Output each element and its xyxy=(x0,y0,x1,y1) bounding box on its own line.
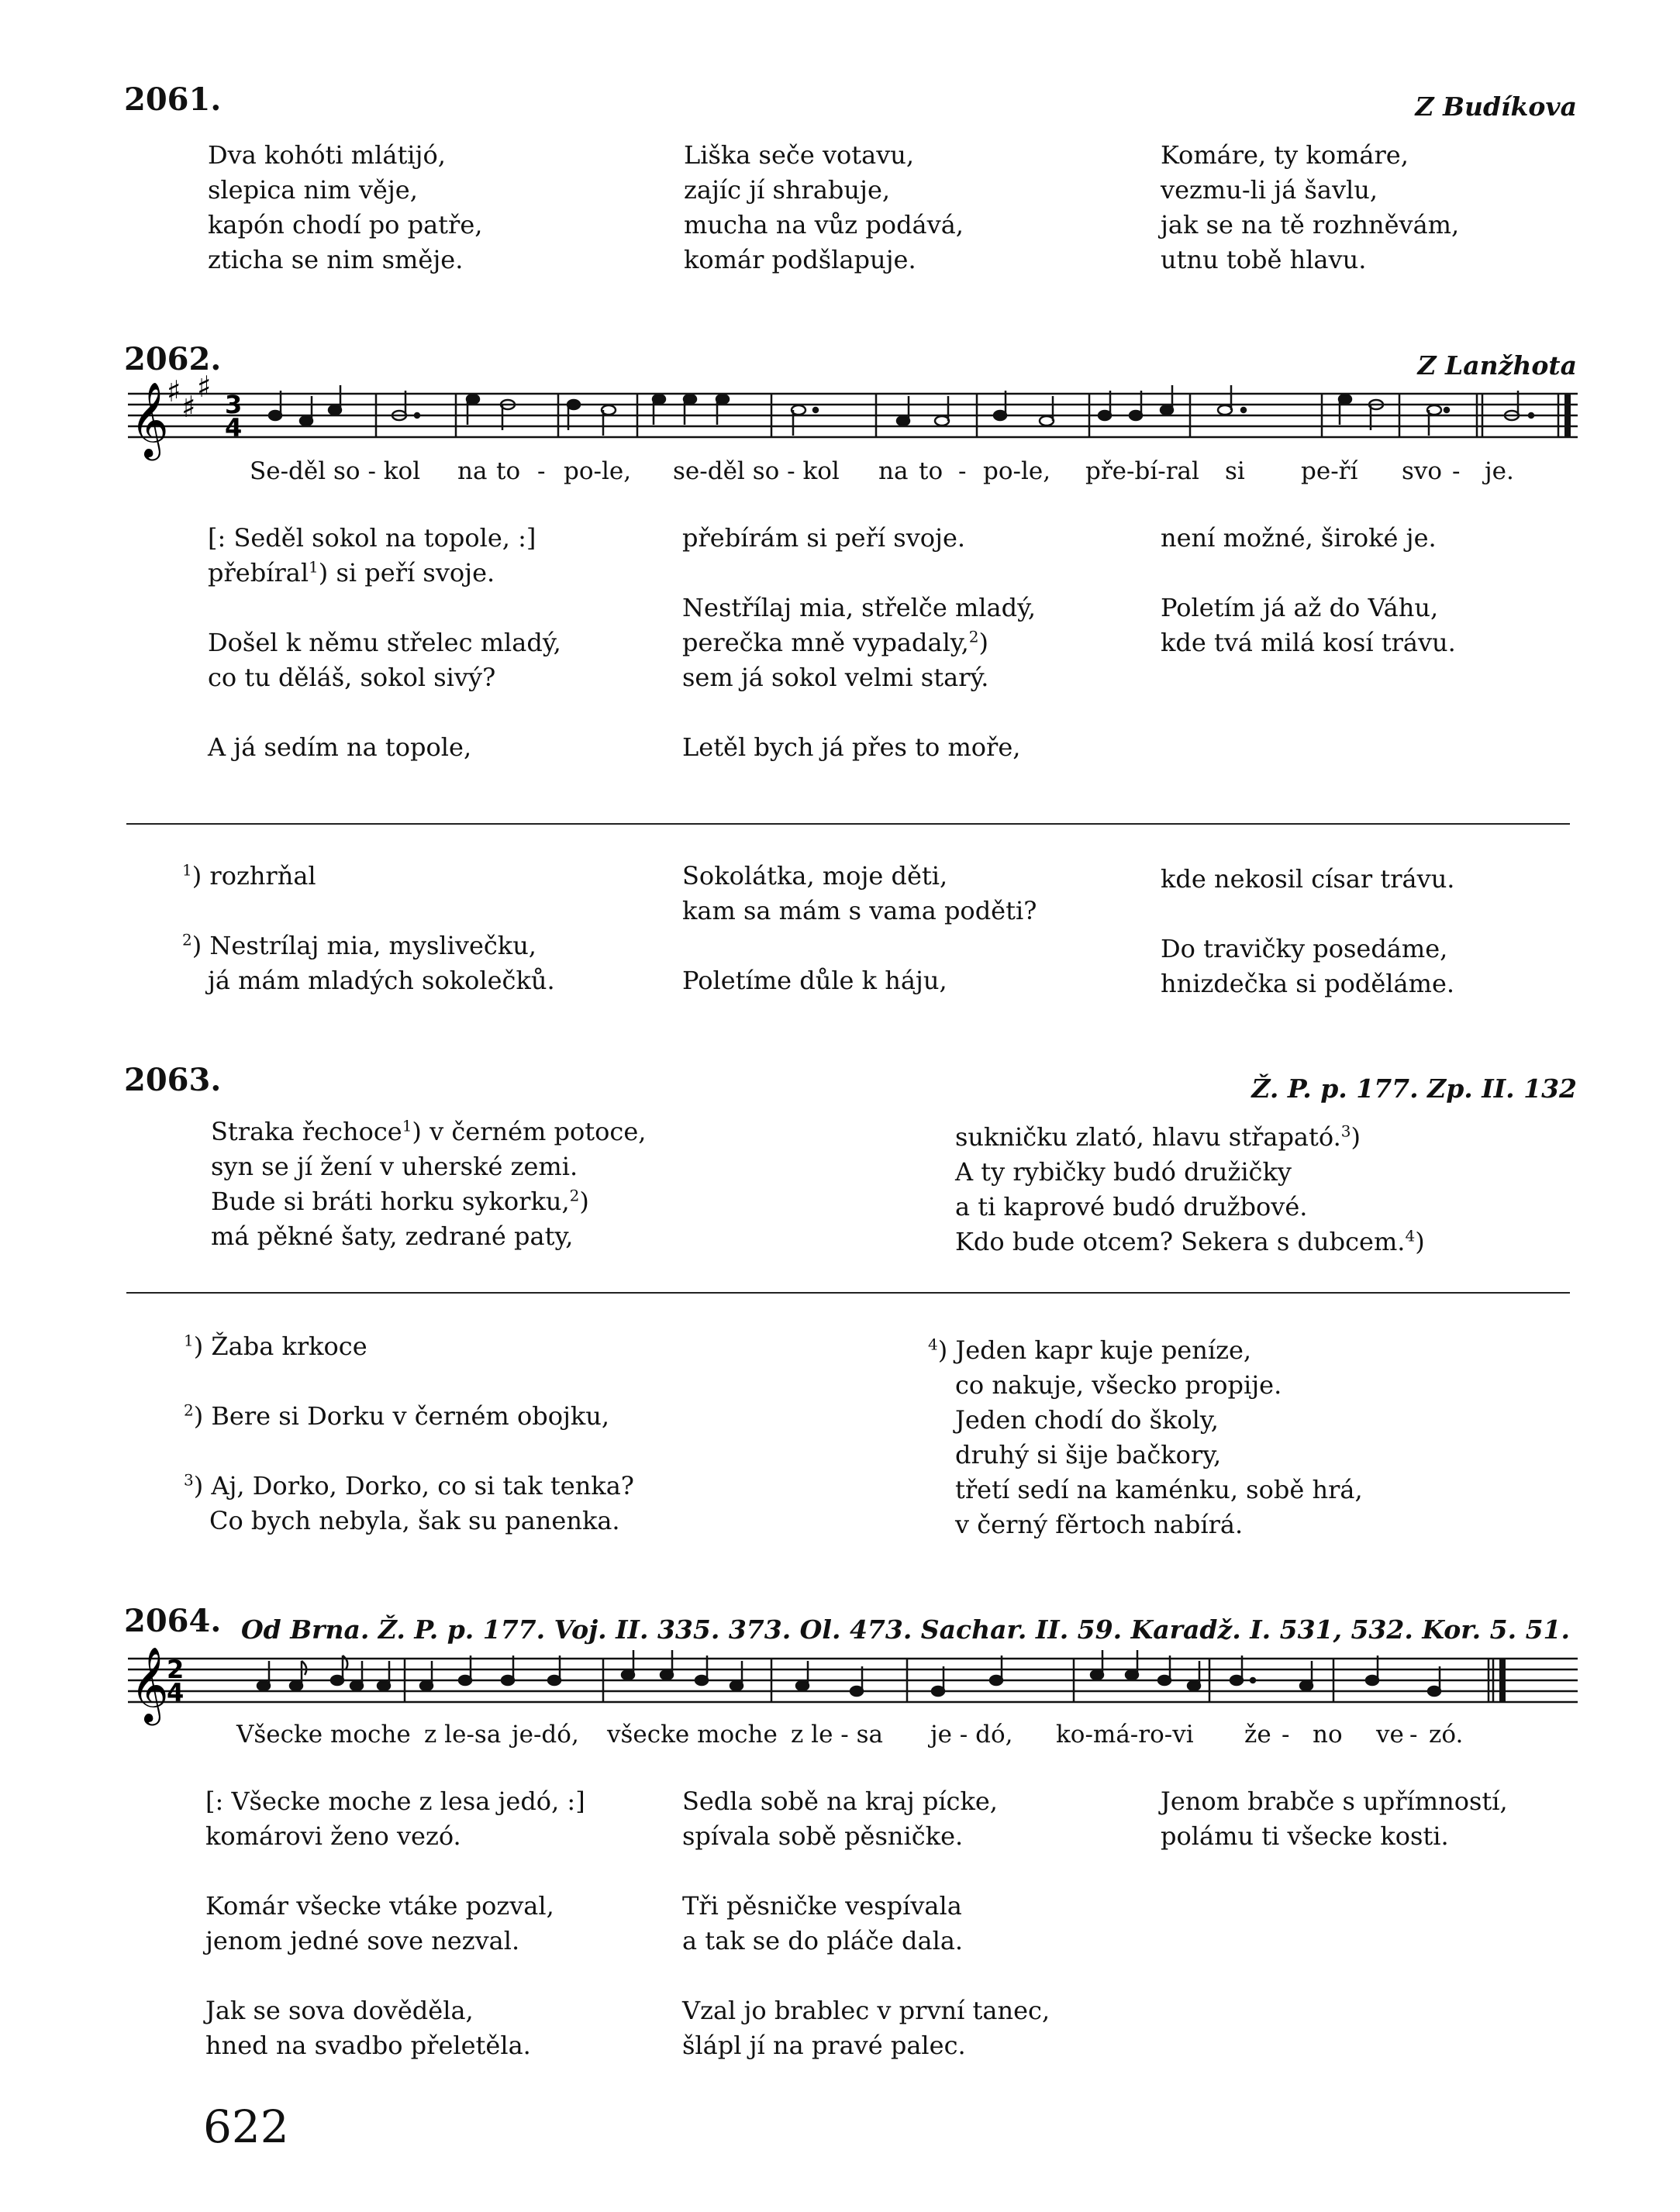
verse-line: Kdo bude otcem? Sekera s dubcem.$^4$) xyxy=(955,1226,1425,1256)
stanza-2064-col1 xyxy=(205,1784,585,2063)
song-source-2064: Od Brna. Ž. P. p. 177. Voj. II. 335. 373. Ol. 473. Sachar. II. 59. Karadž. I. 531, 532. Kor. 5. 51. xyxy=(240,1614,1570,1645)
verse-line: A já sedím na topole, xyxy=(208,732,472,762)
lyric-syllable: ve xyxy=(1376,1721,1404,1749)
footnote: $^3$) Aj, Dorko, Dorko, co si tak tenka? xyxy=(184,1470,634,1501)
lyric-syllable: ko-má-ro-vi xyxy=(1056,1721,1194,1749)
verse-line: utnu tobě hlavu. xyxy=(1161,245,1367,274)
verse-line: šlápl jí na pravé palec. xyxy=(682,2031,966,2060)
lyric-syllable: že xyxy=(1244,1721,1271,1749)
verse-line: má pěkné šaty, zedrané paty, xyxy=(211,1221,574,1251)
page-number: 622 xyxy=(203,2100,289,2153)
song-source-2063: Ž. P. p. 177. Zp. II. 132 xyxy=(1251,1073,1577,1104)
verse-line: polámu ti všecke kosti. xyxy=(1161,1821,1449,1851)
lyric-syllable: pře-bí-ral xyxy=(1085,457,1199,485)
verse-line: jak se na tě rozhněvám, xyxy=(1161,210,1460,239)
song-source-2062: Z Lanžhota xyxy=(1417,350,1577,381)
verse-line: a tak se do pláče dala. xyxy=(682,1926,964,1955)
lyric-syllable: - xyxy=(1452,457,1461,485)
footnote-line: Jeden chodí do školy, xyxy=(955,1405,1219,1435)
verse-line: slepica nim věje, xyxy=(208,175,418,205)
footnote-line: co nakuje, všecko propije. xyxy=(955,1370,1282,1400)
treble-clef-icon: 𝄞 xyxy=(130,1646,169,1722)
lyric-syllable: po-le, xyxy=(983,457,1051,485)
verse-line: komárovi ženo vezó. xyxy=(205,1821,461,1851)
lyric-syllable: to xyxy=(496,457,521,485)
footnote: $^1$) Žaba krkoce xyxy=(184,1331,367,1361)
verse-line: vezmu-li já šavlu, xyxy=(1161,175,1378,205)
verse-line: kam sa mám s vama poděti? xyxy=(682,896,1037,925)
verse-line: Letěl bych já přes to moře, xyxy=(682,732,1021,762)
staff-lines xyxy=(128,394,1578,437)
verse-line: [: Všecke moche z lesa jedó, :] xyxy=(205,1786,585,1816)
verse-line: Tři pěsničke vespívala xyxy=(682,1891,962,1921)
verse-line: spívala sobě pěsničke. xyxy=(682,1821,964,1851)
lyric-syllable: no xyxy=(1313,1721,1343,1749)
treble-clef-icon: 𝄞 xyxy=(130,381,169,457)
lyric-syllable: na xyxy=(457,457,488,485)
footnote-line: v černý fěrtoch nabírá. xyxy=(955,1510,1244,1539)
footnote: $^4$) Jeden kapr kuje peníze, xyxy=(928,1335,1252,1365)
stanza-2061-col1 xyxy=(208,138,482,277)
lyric-syllable: - xyxy=(537,457,546,485)
notes-2064 xyxy=(257,1650,1440,1696)
verse-line: hned na svadbo přeletěla. xyxy=(205,2031,531,2060)
lyric-syllable: to xyxy=(919,457,943,485)
lyric-syllable: - xyxy=(1409,1721,1418,1749)
footnote-divider xyxy=(126,823,1570,825)
verse-line: zajíc jí shrabuje, xyxy=(684,175,891,205)
lyric-syllable: je-dó, xyxy=(512,1721,579,1749)
stanza-2062-col3 xyxy=(1161,521,1456,660)
verse-line: kde tvá milá kosí trávu. xyxy=(1161,628,1456,657)
lyric-syllable: - xyxy=(958,457,967,485)
time-sig-bottom: 4 xyxy=(167,1678,185,1707)
verse-line: přebíral$^1$) si peří svoje. xyxy=(208,557,495,587)
footnote-line: Co bych nebyla, šak su panenka. xyxy=(209,1506,620,1535)
footnote: $^1$) rozhrňal xyxy=(182,860,316,891)
verse-line: A ty rybičky budó družičky xyxy=(955,1157,1292,1187)
song-number-2063: 2063. xyxy=(124,1062,222,1098)
song-number-2061: 2061. xyxy=(124,81,222,118)
song-number-2064: 2064. xyxy=(124,1603,222,1639)
lyric-syllable: je - dó, xyxy=(930,1721,1013,1749)
lyric-syllable: je. xyxy=(1485,457,1514,485)
time-sig-top: 3 xyxy=(225,390,243,419)
verse-line: syn se jí žení v uherské zemi. xyxy=(211,1152,578,1181)
footnote: $^2$) Nestrílaj mia, myslivečku, xyxy=(182,930,536,960)
verse-line: komár podšlapuje. xyxy=(684,245,916,274)
verse-line: Dva kohóti mlátijó, xyxy=(208,140,446,170)
stanza-2062-col1 xyxy=(208,521,561,765)
lyric-syllable: z le-sa xyxy=(424,1721,502,1749)
verse-line: Vzal jo brablec v první tanec, xyxy=(682,1996,1050,2025)
footnote-line: já mám mladých sokolečků. xyxy=(208,966,555,995)
lyric-syllable: si xyxy=(1225,457,1245,485)
verse-line: kde nekosil císar trávu. xyxy=(1161,864,1455,894)
footnotes-2063-col1 xyxy=(184,1329,634,1538)
verse-line: Došel k němu střelec mladý, xyxy=(208,628,561,657)
verse-line: Jak se sova dověděla, xyxy=(205,1996,474,2025)
lyric-syllable: zó. xyxy=(1429,1721,1464,1749)
footnote: $^2$) Bere si Dorku v černém obojku, xyxy=(184,1401,610,1431)
verse-line: není možné, široké je. xyxy=(1161,523,1437,553)
stanza-2061-col3 xyxy=(1161,138,1459,277)
song-source-2061: Z Budíkova xyxy=(1415,91,1577,122)
verse-line: co tu děláš, sokol sivý? xyxy=(208,663,496,692)
verse-line: Bude si bráti horku sykorku,$^2$) xyxy=(211,1186,589,1216)
stanza-2064-col3 xyxy=(1161,1784,1508,1854)
svg-text:♯: ♯ xyxy=(167,374,181,408)
stanza-2061-col2 xyxy=(684,138,964,277)
stanza-2063-col1 xyxy=(211,1115,646,1254)
lyric-syllable: - xyxy=(1282,1721,1290,1749)
verse-line: a ti kaprové budó družbové. xyxy=(955,1192,1308,1221)
verse-line: Komáre, ty komáre, xyxy=(1161,140,1409,170)
song-number-2062: 2062. xyxy=(124,341,222,377)
lyric-syllable: Všecke moche xyxy=(236,1721,411,1749)
lyric-syllable: Se-děl so - kol xyxy=(250,457,421,485)
footnote-divider xyxy=(126,1292,1570,1294)
svg-text:♯: ♯ xyxy=(197,370,212,404)
verse-line: perečka mně vypadaly,$^2$) xyxy=(682,627,989,657)
lyric-syllable: se-děl so - kol xyxy=(673,457,840,485)
verse-line: Do travičky posedáme, xyxy=(1161,934,1448,963)
verse-line: Sokolátka, moje děti, xyxy=(682,861,948,891)
verse-line: Liška seče votavu, xyxy=(684,140,915,170)
footnotes-2063-col2 xyxy=(928,1333,1363,1542)
stanza-2063-col2 xyxy=(955,1120,1425,1259)
footnotes-2062-col2 xyxy=(682,859,1037,998)
lyric-syllable: po-le, xyxy=(564,457,632,485)
music-staff-2062 xyxy=(124,370,1597,456)
lyric-syllable: na xyxy=(878,457,909,485)
stanza-2062-col2 xyxy=(682,521,1036,765)
lyric-syllable: z le - sa xyxy=(791,1721,884,1749)
verse-line: sem já sokol velmi starý. xyxy=(682,663,989,692)
verse-line: Komár všecke vtáke pozval, xyxy=(205,1891,554,1921)
footnotes-2062-col1 xyxy=(182,859,555,998)
verse-line: zticha se nim směje. xyxy=(208,245,464,274)
verse-line: Poletíme důle k háju, xyxy=(682,966,947,995)
time-sig-top: 2 xyxy=(167,1655,185,1684)
verse-line: Jenom brabče s upřímností, xyxy=(1161,1786,1508,1816)
verse-line: Poletím já až do Váhu, xyxy=(1161,593,1439,622)
verse-line: mucha na vůz podává, xyxy=(684,210,964,239)
svg-text:♯: ♯ xyxy=(181,390,196,424)
footnote-line: třetí sedí na kaménku, sobě hrá, xyxy=(955,1475,1363,1504)
verse-line: hnizdečka si poděláme. xyxy=(1161,969,1455,998)
verse-line: přebírám si peří svoje. xyxy=(682,523,966,553)
music-staff-2064 xyxy=(124,1635,1597,1721)
verse-line: sukničku zlató, hlavu střapató.$^3$) xyxy=(955,1122,1361,1152)
verse-line: kapón chodí po patře, xyxy=(208,210,483,239)
verse-line: [: Seděl sokol na topole, :] xyxy=(208,523,536,553)
stanza-2064-col2 xyxy=(682,1784,1050,2063)
footnotes-2062-col3 xyxy=(1161,862,1454,1001)
time-sig-bottom: 4 xyxy=(225,413,243,443)
verse-line: Sedla sobě na kraj pícke, xyxy=(682,1786,998,1816)
lyric-syllable: pe-ří xyxy=(1301,457,1358,485)
verse-line: Straka řechoce$^1$) v černém potoce, xyxy=(211,1116,647,1146)
lyric-syllable: všecke moche xyxy=(607,1721,778,1749)
verse-line: Nestřílaj mia, střelče mladý, xyxy=(682,593,1037,622)
lyric-syllable: svo xyxy=(1402,457,1443,485)
verse-line: jenom jedné sove nezval. xyxy=(205,1926,520,1955)
footnote-line: druhý si šije bačkory, xyxy=(955,1440,1222,1469)
